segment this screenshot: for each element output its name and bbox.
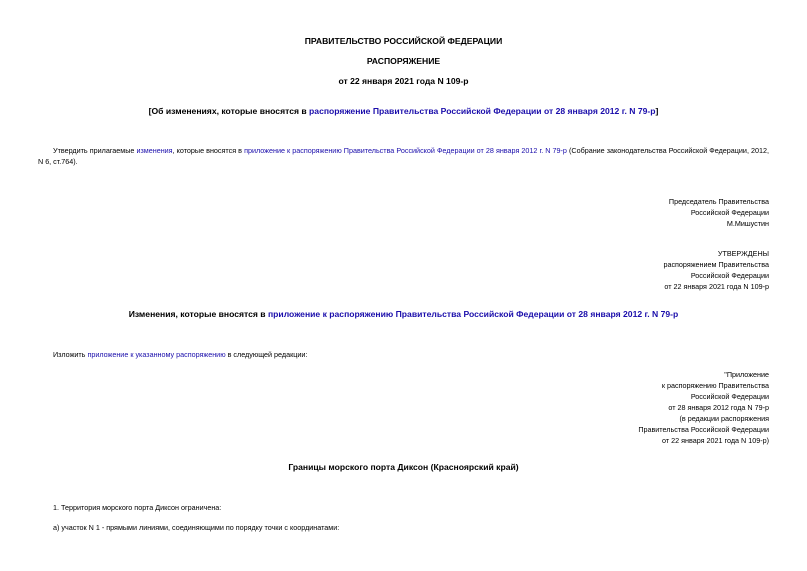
state-paragraph (53, 349, 307, 360)
appendix-line-1: "Приложение (724, 370, 769, 379)
signature-line-1: Председатель Правительства (668, 197, 769, 206)
approve-paragraph (38, 145, 769, 167)
changes-title-prefix: Изменения, которые вносятся в (128, 309, 268, 319)
approve-text-1: Утвердить прилагаемые (53, 146, 137, 155)
appendix-block (638, 369, 769, 446)
approve-text-2: , которые вносятся в (172, 146, 245, 155)
item-1: 1. Территория морского порта Диксон ограничена: (53, 503, 222, 512)
approved-line-3: Российской Федерации (690, 271, 769, 280)
government-title: ПРАВИТЕЛЬСТВО РОССИЙСКОЙ ФЕДЕРАЦИИ (304, 36, 503, 46)
changes-title-link[interactable]: приложение к распоряжению Правительства Российской Федерации от 28 января 2012 г. N 79-р (267, 309, 679, 319)
appendix-line-7: от 22 января 2021 года N 109-р) (662, 436, 769, 445)
appendix-link[interactable]: приложение к распоряжению Правительства Российской Федерации от 28 января 2012 г. N 79-р (244, 146, 567, 155)
state-text-2: в следующей редакции: (225, 350, 308, 359)
boundaries-title: Границы морского порта Диксон (Красноярский край) (288, 462, 519, 472)
state-appendix-link[interactable]: приложение к указанному распоряжению (87, 350, 226, 359)
signature-line-3: М.Мишустин (726, 219, 769, 228)
approved-block (663, 248, 769, 292)
document-date-number: от 22 января 2021 года N 109-р (338, 76, 469, 86)
subject-link[interactable]: распоряжение Правительства Российской Федерации от 28 января 2012 г. N 79-р (309, 106, 656, 116)
state-text-1: Изложить (53, 350, 88, 359)
approved-line-4: от 22 января 2021 года N 109-р (664, 282, 769, 291)
appendix-line-5: (в редакции распоряжения (679, 414, 769, 423)
subject-close-bracket: ] (655, 106, 659, 116)
approve-text-3: (Собрание законодательства Российской Федерации, 2012, N 6, ст.764). (38, 146, 769, 166)
appendix-line-6: Правительства Российской Федерации (638, 425, 769, 434)
appendix-line-2: к распоряжению Правительства (661, 381, 769, 390)
appendix-line-4: от 28 января 2012 года N 79-р (668, 403, 769, 412)
document-subject (0, 106, 807, 117)
subject-open-bracket: [ (148, 106, 152, 116)
changes-title (0, 309, 807, 320)
changes-link[interactable]: изменения (136, 146, 173, 155)
approved-line-1: УТВЕРЖДЕНЫ (717, 249, 769, 258)
approved-line-2: распоряжением Правительства (663, 260, 769, 269)
subject-prefix: Об изменениях, которые вносятся в (151, 106, 310, 116)
signature-line-2: Российской Федерации (690, 208, 769, 217)
item-a: а) участок N 1 - прямыми линиями, соединяющими по порядку точки с координатами: (53, 523, 340, 532)
appendix-line-3: Российской Федерации (690, 392, 769, 401)
document-type: РАСПОРЯЖЕНИЕ (366, 56, 441, 66)
signature-block (669, 196, 769, 229)
